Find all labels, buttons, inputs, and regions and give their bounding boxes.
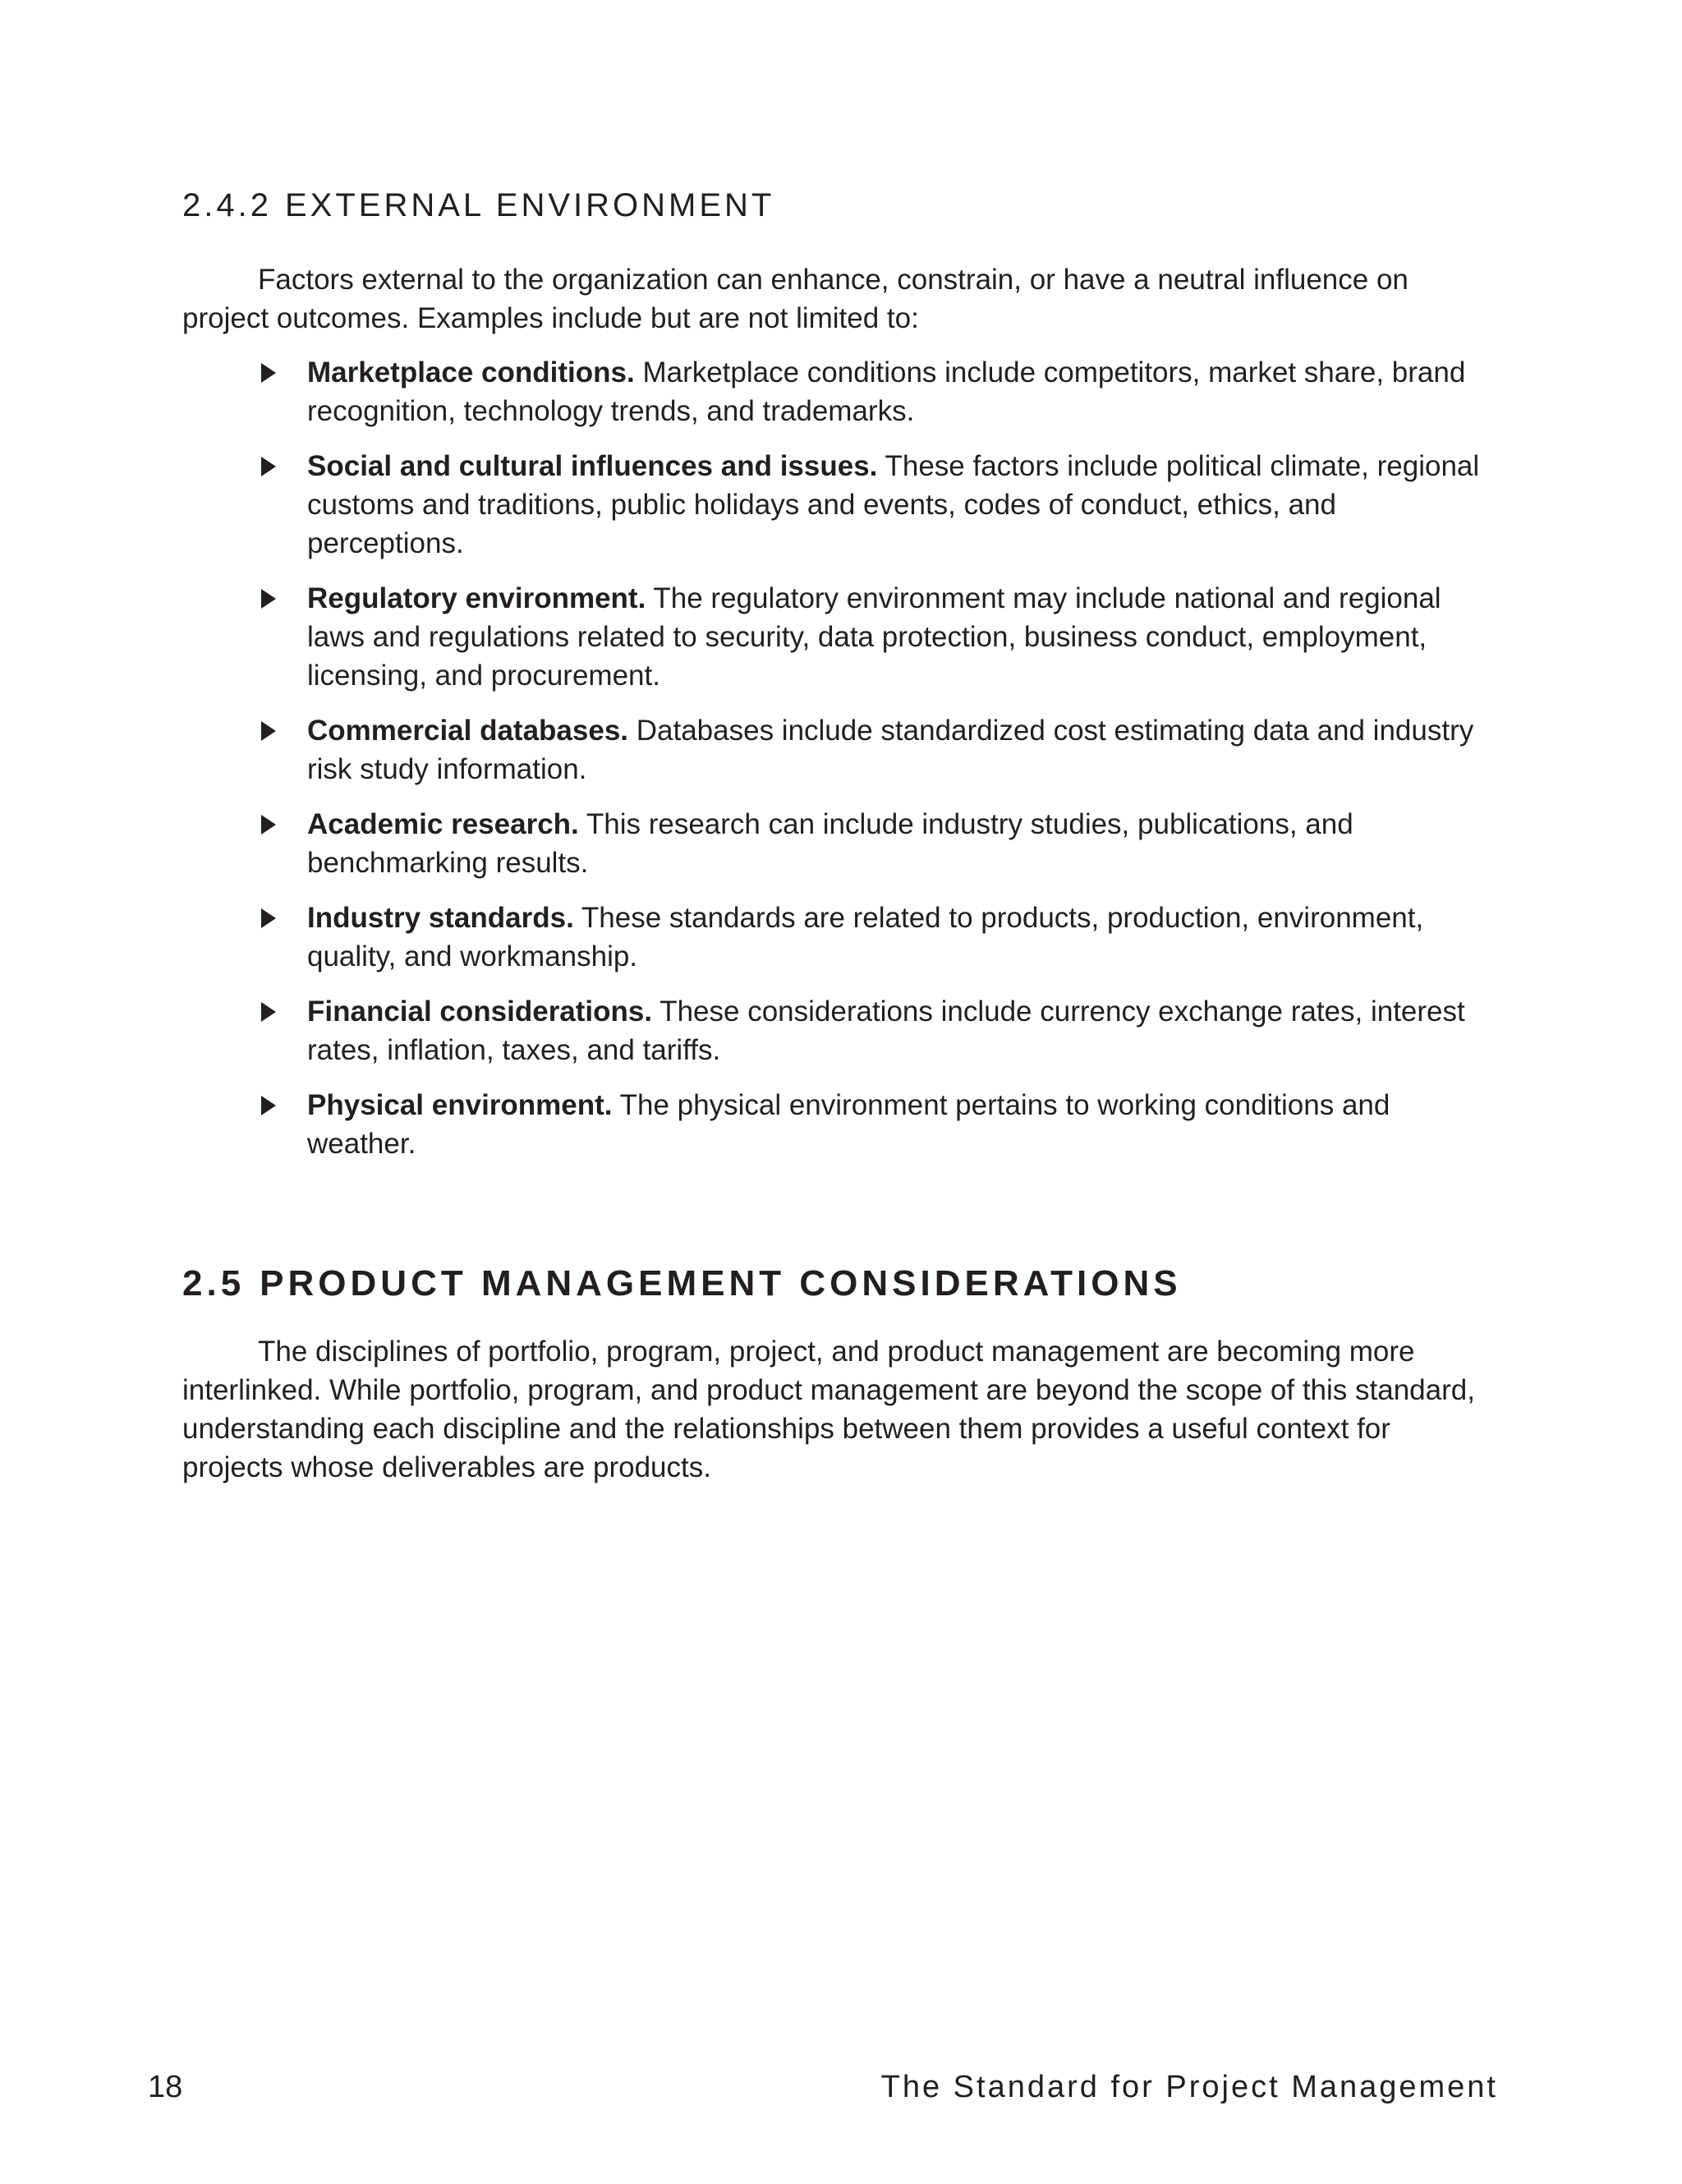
list-item [0,579,1490,695]
item-term: Commercial databases. [307,715,629,747]
section-heading-2-5 [182,1263,1182,1304]
triangle-bullet-icon [261,1096,276,1115]
list-item [0,353,1490,430]
triangle-bullet-icon [261,815,276,835]
intro-paragraph: Factors external to the organization can enhance, constrain, or have a neutral influence on project outcomes. Examples include but are not limited to: [182,264,1409,334]
item-text: These standards are related to products, production, environment, quality, and workmanship. [307,902,1424,972]
triangle-bullet-icon [261,589,276,609]
triangle-bullet-icon [261,721,276,741]
item-term: Social and cultural influences and issues. [307,450,878,482]
item-term: Financial considerations. [307,995,653,1028]
item-text: This research can include industry studies, publications, and benchmarking results. [307,808,1353,879]
section-title: EXTERNAL ENVIRONMENT [284,187,775,223]
triangle-bullet-icon [261,908,276,928]
item-text: These considerations include currency exchange rates, interest rates, inflation, taxes, and tariffs. [307,995,1465,1066]
item-term: Marketplace conditions. [307,356,635,389]
body-paragraph: The disciplines of portfolio, program, project, and product management are becoming more interlinked. While portfolio, program, and product management are beyond the scope of this standard, understanding each discipline and the relationships between them provides a useful context for projects whose deliverables are products. [182,1336,1475,1483]
triangle-bullet-icon [261,1002,276,1022]
item-text: The physical environment pertains to working conditions and weather. [307,1089,1390,1160]
item-text: Marketplace conditions include competitors, market share, brand recognition, technology trends, and trademarks. [307,356,1466,427]
list-item [0,447,1490,563]
item-text: The regulatory environment may include national and regional laws and regulations related to security, data protection, business conduct, employment, licensing, and procurement. [307,582,1441,692]
triangle-bullet-icon [261,457,276,476]
section-title: PRODUCT MANAGEMENT CONSIDERATIONS [260,1263,1182,1304]
list-item [0,899,1490,976]
item-term: Industry standards. [307,902,574,934]
item-text: These factors include political climate, regional customs and traditions, public holidays and events, codes of conduct, ethics, and perceptions. [307,450,1480,559]
item-text: Databases include standardized cost estimating data and industry risk study information. [307,715,1474,785]
triangle-bullet-icon [261,363,276,383]
section-heading-2-4-2 [182,187,774,224]
external-factors-list [0,353,1682,1179]
list-item [0,805,1490,882]
running-footer-title: The Standard for Project Management [880,2070,1498,2104]
list-item [0,711,1490,789]
list-item [0,992,1490,1069]
section-number: 2.4.2 [182,187,272,223]
section-number: 2.5 [182,1263,246,1304]
item-term: Physical environment. [307,1089,613,1121]
item-term: Academic research. [307,808,579,840]
item-term: Regulatory environment. [307,582,646,614]
page-number: 18 [148,2070,183,2104]
list-item [0,1086,1490,1163]
